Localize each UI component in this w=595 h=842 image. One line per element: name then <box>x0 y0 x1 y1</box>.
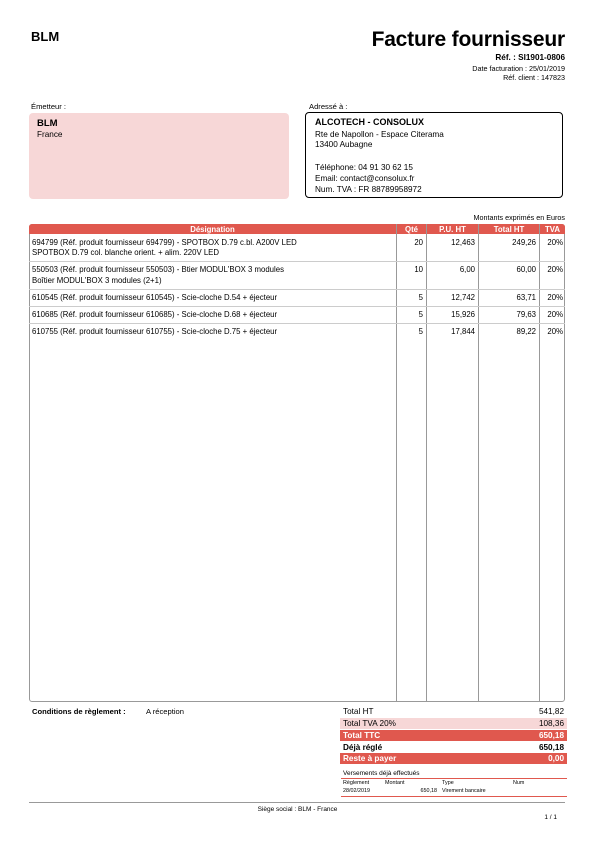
row-designation: 610545 (Réf. produit fournisseur 610545) - Scie-cloche D.54 + éjecteur <box>32 293 278 302</box>
row-designation-detail: Boîtier MODUL'BOX 3 modules (2+1) <box>32 276 162 285</box>
row-unit-price: 6,00 <box>459 265 475 274</box>
paid-value: 650,18 <box>538 743 564 752</box>
payment-date: 28/02/2019 <box>343 788 370 794</box>
total-ht-value: 541,82 <box>538 707 564 716</box>
row-total: 249,26 <box>512 238 536 247</box>
recipient-email: Email: contact@consolux.fr <box>315 174 415 183</box>
payment-conditions-label: Conditions de règlement : <box>32 707 126 716</box>
invoice-reference: Réf. : SI1901-0806 <box>495 53 565 62</box>
row-vat: 20% <box>547 327 563 336</box>
row-designation-detail: SPOTBOX D.79 col. blanche orient. + alim. 220V LED <box>32 248 219 257</box>
row-qty: 5 <box>418 293 423 302</box>
payment-conditions-value: A réception <box>146 707 184 716</box>
payment-amount: 650,18 <box>420 788 437 794</box>
total-ht-label: Total HT <box>343 707 374 716</box>
recipient-name: ALCOTECH - CONSOLUX <box>315 117 424 127</box>
total-tva-label: Total TVA 20% <box>343 719 396 728</box>
document-title: Facture fournisseur <box>371 28 565 51</box>
total-tva-row <box>340 718 567 729</box>
invoice-date: Date facturation : 25/01/2019 <box>472 64 565 73</box>
recipient-label: Adressé à : <box>309 102 348 111</box>
row-qty: 10 <box>414 265 423 274</box>
payments-title: Versements déjà effectués <box>343 770 420 777</box>
row-unit-price: 17,844 <box>451 327 475 336</box>
row-total: 63,71 <box>516 293 536 302</box>
payments-header-type: Type <box>442 780 454 786</box>
row-designation: 610755 (Réf. produit fournisseur 610755) - Scie-cloche D.75 + éjecteur <box>32 327 278 336</box>
row-designation: 694799 (Réf. produit fournisseur 694799) - SPOTBOX D.79 c.bl. A200V LED <box>32 238 297 247</box>
column-header-vat: TVA <box>544 225 560 234</box>
recipient-box <box>305 112 563 198</box>
payments-divider <box>341 796 567 797</box>
column-header-qty: Qté <box>405 225 418 234</box>
row-unit-price: 12,742 <box>451 293 475 302</box>
row-designation: 550503 (Réf. produit fournisseur 550503) - Btier MODUL'BOX 3 modules <box>32 265 284 274</box>
payments-header-date: Règlement <box>343 780 370 786</box>
recipient-phone: Téléphone: 04 91 30 62 15 <box>315 163 413 172</box>
sender-country: France <box>37 130 63 139</box>
remaining-label: Reste à payer <box>343 754 397 763</box>
row-vat: 20% <box>547 310 563 319</box>
total-ht-row <box>340 706 567 717</box>
row-qty: 5 <box>418 327 423 336</box>
payment-type: Virement bancaire <box>442 788 486 794</box>
column-header-unit-price: P.U. HT <box>439 225 466 234</box>
payments-header-amount: Montant <box>385 780 405 786</box>
sender-label: Émetteur : <box>31 102 67 111</box>
total-ttc-value: 650,18 <box>538 731 564 740</box>
row-separator <box>29 289 565 290</box>
paid-label: Déjà réglé <box>343 743 383 752</box>
row-unit-price: 12,463 <box>451 238 475 247</box>
row-unit-price: 15,926 <box>451 310 475 319</box>
row-vat: 20% <box>547 265 563 274</box>
total-tva-value: 108,36 <box>538 719 564 728</box>
column-header-total: Total HT <box>493 225 525 234</box>
row-total: 89,22 <box>516 327 536 336</box>
recipient-vat: Num. TVA : FR 88789958972 <box>315 185 422 194</box>
row-separator <box>29 323 565 324</box>
sender-box <box>29 113 289 199</box>
row-qty: 5 <box>418 310 423 319</box>
currency-note: Montants exprimés en Euros <box>473 213 565 222</box>
recipient-address-line1: Rte de Napollon - Espace Citerama <box>315 130 444 139</box>
client-reference: Réf. client : 147823 <box>503 73 565 82</box>
paid-row <box>340 742 567 753</box>
company-name: BLM <box>31 29 60 44</box>
payments-header-num: Num <box>513 780 525 786</box>
row-total: 60,00 <box>516 265 536 274</box>
footer-divider <box>29 802 565 803</box>
row-vat: 20% <box>547 238 563 247</box>
row-qty: 20 <box>414 238 423 247</box>
total-ttc-row <box>340 730 567 741</box>
row-separator <box>29 306 565 307</box>
remaining-row <box>340 753 567 764</box>
page-number: 1 / 1 <box>544 814 557 821</box>
payments-divider <box>341 778 567 779</box>
row-designation: 610685 (Réf. produit fournisseur 610685) - Scie-cloche D.68 + éjecteur <box>32 310 278 319</box>
sender-name: BLM <box>37 118 58 129</box>
total-ttc-label: Total TTC <box>343 731 381 740</box>
row-vat: 20% <box>547 293 563 302</box>
column-header-designation: Désignation <box>190 225 235 234</box>
row-separator <box>29 261 565 262</box>
recipient-address-line2: 13400 Aubagne <box>315 140 373 149</box>
row-total: 79,63 <box>516 310 536 319</box>
remaining-value: 0,00 <box>548 754 564 763</box>
footer-registered-office: Siège social : BLM - France <box>257 806 338 813</box>
